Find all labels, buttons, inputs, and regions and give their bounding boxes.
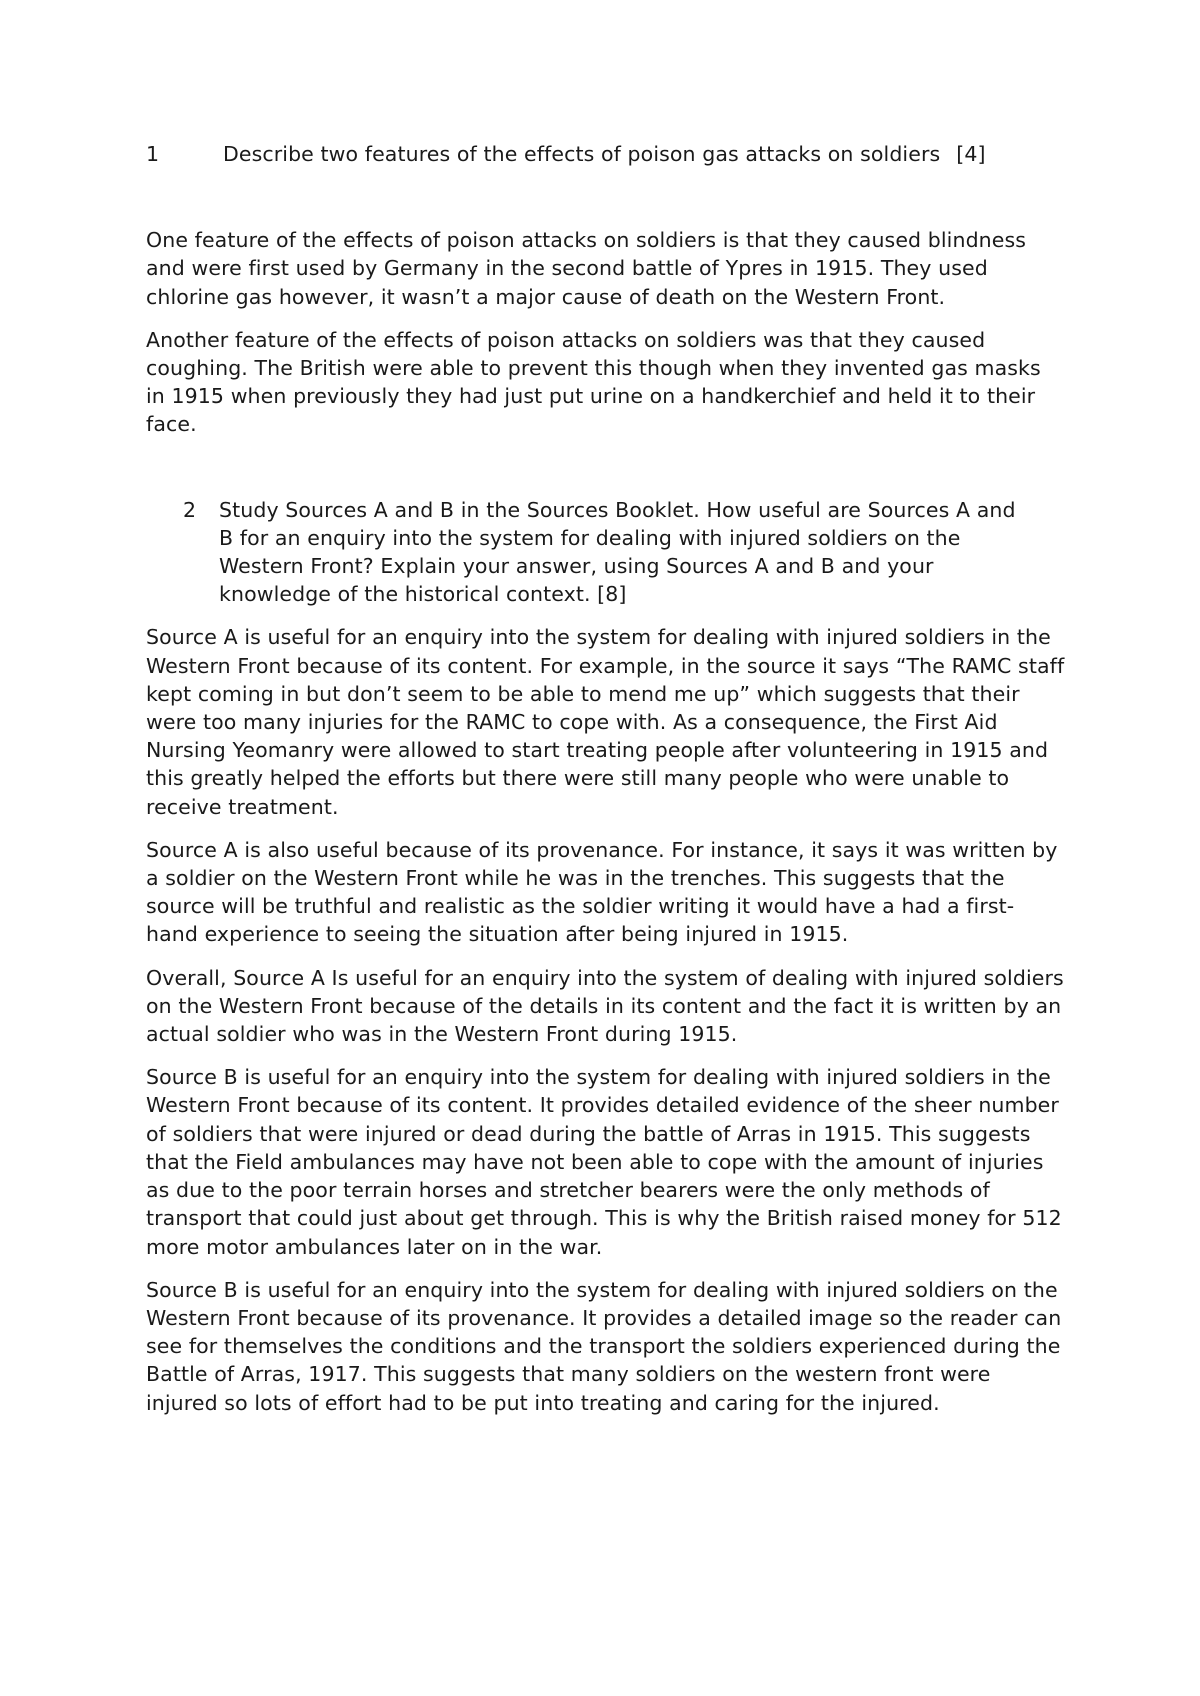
- answer-2-paragraph: Source A is useful for an enquiry into the system for dealing with injured soldiers in the Western Front because of its content. For example, in the source it says “The RAMC staff kept coming in but don’t seem to be able to mend me up” which suggests that their were too many injuries for the RAMC to cope with. As a consequence, the First Aid Nursing Yeomanry were allowed to start treating people after volunteering in 1915 and this greatly helped the efforts but there were still many people who were unable to receive treatment.: [146, 625, 1065, 819]
- question-1-number: 1: [146, 142, 160, 166]
- question-2-text: Study Sources A and B in the Sources Booklet. How useful are Sources A and B for an enquiry into the system for dealing with injured soldiers on the Western Front? Explain your answer, using Sources A and B and your knowledge of the historical context. [8]: [219, 497, 1016, 607]
- answer-2-paragraph: Source B is useful for an enquiry into the system for dealing with injured soldiers on the Western Front because of its provenance. It provides a detailed image so the reader can see for themselves the conditions and the transport the soldiers experienced during the Battle of Arras, 1917. This suggests that many soldiers on the western front were injured so lots of effort had to be put into treating and caring for the injured.: [146, 1277, 1062, 1415]
- question-1-marks: [4]: [956, 142, 986, 166]
- question-1-text: Describe two features of the effects of poison gas attacks on soldiers: [223, 142, 941, 166]
- answer-2-paragraph: Source A is also useful because of its provenance. For instance, it says it was written by a soldier on the Western Front while he was in the trenches. This suggests that the source will be truthful and realistic as the soldier writing it would have a had a first-hand experience to seeing the situation after being injured in 1915.: [146, 837, 1058, 947]
- question-2: [146, 496, 1066, 609]
- document-page: [146, 140, 1066, 1417]
- answer-2-paragraph: Overall, Source A Is useful for an enquiry into the system of dealing with injured soldiers on the Western Front because of the details in its content and the fact it is written by an actual soldier who was in the Western Front during 1915.: [146, 965, 1064, 1047]
- question-1: [146, 140, 1066, 168]
- question-2-number: 2: [183, 497, 197, 522]
- answer-1-paragraph: One feature of the effects of poison attacks on soldiers is that they caused blindness and were first used by Germany in the second battle of Ypres in 1915. They used chlorine gas however, it wasn’t a major cause of death on the Western Front.: [146, 228, 1027, 309]
- answer-1-paragraph: Another feature of the effects of poison attacks on soldiers was that they caused coughing. The British were able to prevent this though when they invented gas masks in 1915 when previously they had just put urine on a handkerchief and held it to their face.: [146, 327, 1041, 437]
- answer-2-paragraph: Source B is useful for an enquiry into the system for dealing with injured soldiers in the Western Front because of its content. It provides detailed evidence of the sheer number of soldiers that were injured or dead during the battle of Arras in 1915. This suggests that the Field ambulances may have not been able to cope with the amount of injuries as due to the poor terrain horses and stretcher bearers were the only methods of transport that could just about get through. This is why the British raised money for 512 more motor ambulances later on in the war.: [146, 1065, 1062, 1259]
